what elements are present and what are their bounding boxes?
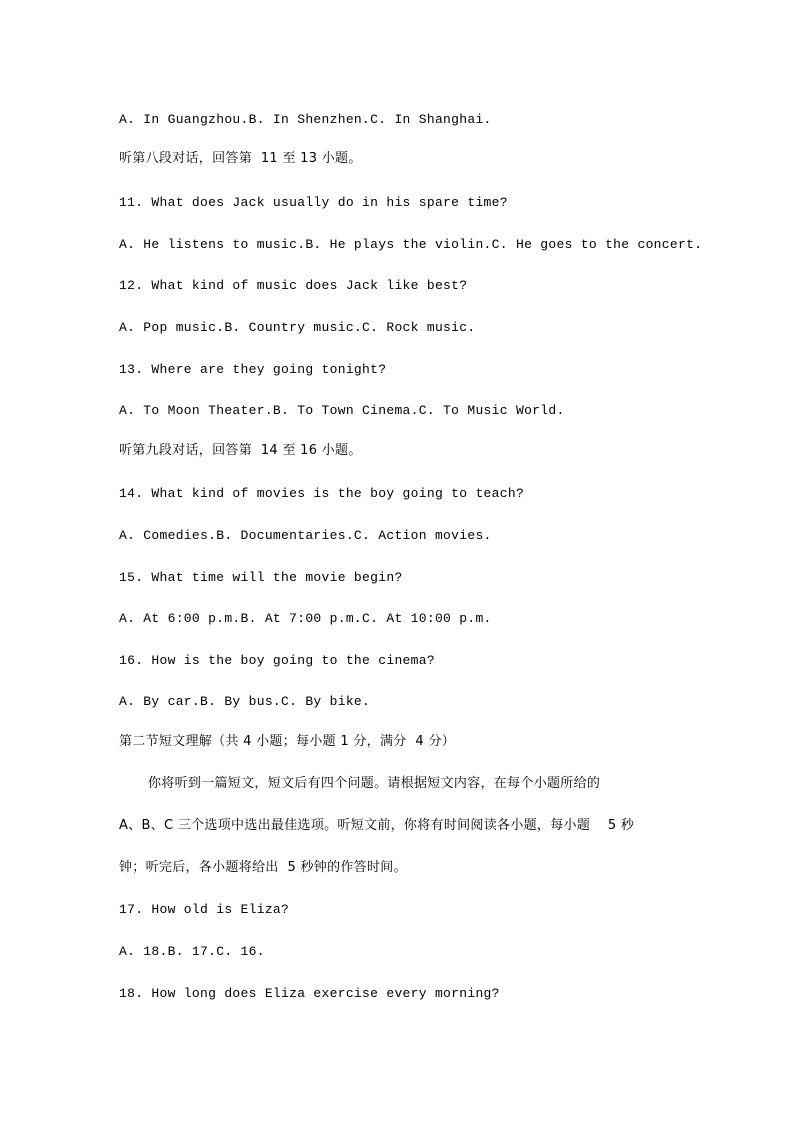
q10-options: A. In Guangzhou.B. In Shenzhen.C. In Shanghai. (119, 112, 492, 127)
q12-options: A. Pop music.B. Country music.C. Rock music. (119, 320, 476, 335)
q16-options: A. By car.B. By bus.C. By bike. (119, 694, 371, 709)
instruction-paragraph-line-3: 钟；听完后，各小题将给出 5 秒钟的作答时间。 (119, 860, 407, 875)
q15-options: A. At 6:00 p.m.B. At 7:00 p.m.C. At 10:00 p.m. (119, 611, 492, 626)
q14-options: A. Comedies.B. Documentaries.C. Action movies. (119, 528, 492, 543)
q14-question: 14. What kind of movies is the boy going to teach? (119, 486, 525, 501)
q11-options: A. He listens to music.B. He plays the violin.C. He goes to the concert. (119, 237, 703, 252)
q17-question: 17. How old is Eliza? (119, 902, 290, 917)
instruction-paragraph-line-2: A、B、C 三个选项中选出最佳选项。听短文前，你将有时间阅读各小题，每小题 5 秒 (119, 818, 635, 833)
section-9-instruction: 听第九段对话，回答第 14 至 16 小题。 (119, 443, 362, 458)
section-8-instruction: 听第八段对话，回答第 11 至 13 小题。 (119, 151, 362, 166)
q11-question: 11. What does Jack usually do in his spare time? (119, 195, 508, 210)
q13-question: 13. Where are they going tonight? (119, 362, 387, 377)
instruction-paragraph-line-1: 你将听到一篇短文，短文后有四个问题。请根据短文内容，在每个小题所给的 (148, 776, 601, 791)
q17-options: A. 18.B. 17.C. 16. (119, 944, 265, 959)
q16-question: 16. How is the boy going to the cinema? (119, 653, 435, 668)
q12-question: 12. What kind of music does Jack like best? (119, 278, 468, 293)
q18-question: 18. How long does Eliza exercise every morning? (119, 986, 500, 1001)
q15-question: 15. What time will the movie begin? (119, 570, 403, 585)
q13-options: A. To Moon Theater.B. To Town Cinema.C. To Music World. (119, 403, 565, 418)
part-2-heading: 第二节短文理解（共 4 小题；每小题 1 分，满分 4 分） (119, 734, 456, 749)
